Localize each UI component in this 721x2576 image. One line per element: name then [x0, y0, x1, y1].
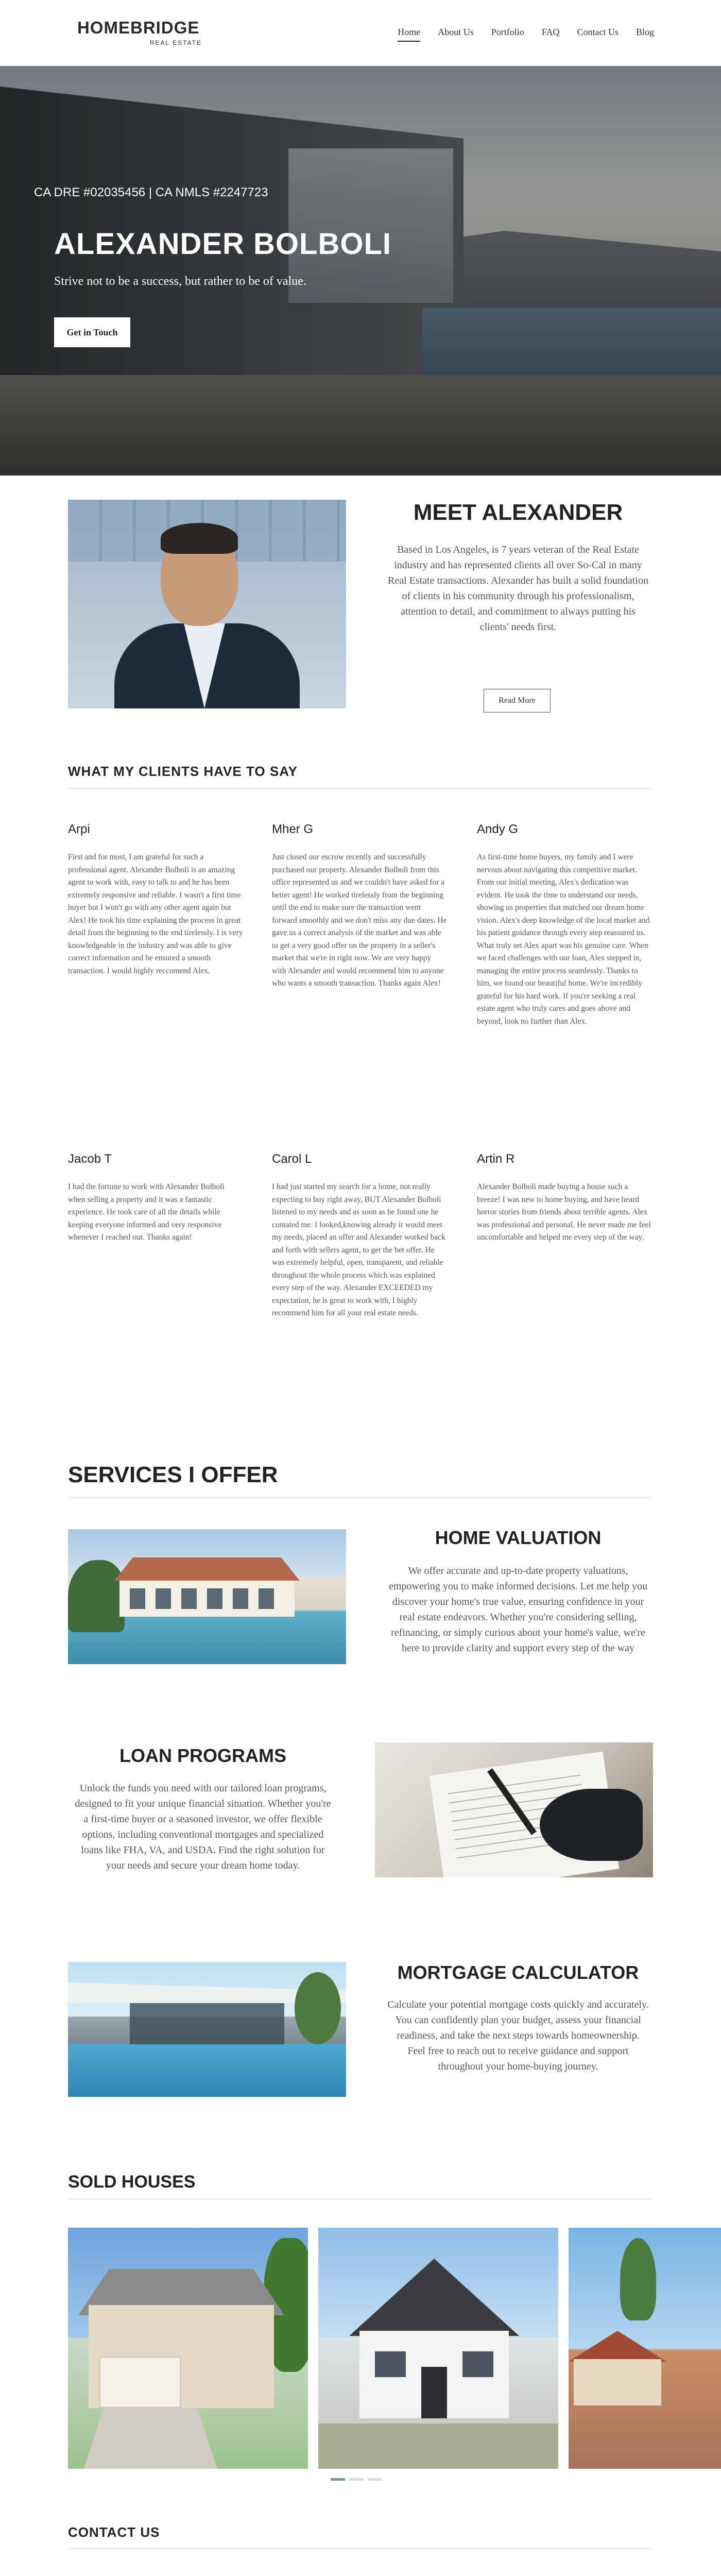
mortgage-calculator-image	[68, 1962, 346, 2097]
testimonial-text: First and for most, I am grateful for such a professional agent. Alexander Bolboli is an amazing agent to work with, easy to talk to and he has been extremely responsive and reliable. I wasn't a first time buyer but I won't go with any other agent again but Alex! He took his time explaining the process in great detail from the beginning to the end tirelessly. I is very knowledgeable in the industry and was able to give correct information and he ensured a smooth transaction. I would highly reccomend Alex.	[68, 853, 243, 975]
service-description: Unlock the funds you need with our tailored loan programs, designed to fit your unique financial situation. Whether you're a first-time buyer or a seasoned investor, we offer flexible options, including conventional mortgages and specialized loans like FHA, VA, and USDA. Find the right solution for your needs and secure your dream home today.	[75, 1783, 331, 1871]
logo-wordmark: HOMEBRIDGE	[77, 18, 200, 37]
image-roof	[114, 1557, 300, 1581]
image-windows	[130, 1588, 284, 1609]
service-heading: MORTGAGE CALCULATOR	[397, 1962, 639, 1983]
testimonial-card	[272, 822, 447, 990]
testimonial-text: Alexander Bolboli made buying a house such a breeze! I was new to home buying, and have heard horror stories from friends about terrible agents. Alex was professional and personal. He never made me feel uncomfortable and helped me every step of the way.	[477, 1182, 651, 1242]
meet-description: Based in Los Angeles, is 7 years veteran of the Real Estate industry and has represented clients all over So-Cal in many Real Estate transactions. Alexander has built a solid foundation of clients in his community through his professionalism, attention to detail, and commitment to always putting his clients' needs first.	[388, 544, 648, 633]
read-more-button[interactable]: Read More	[484, 689, 551, 713]
service-heading: LOAN PROGRAMS	[119, 1745, 286, 1766]
service-heading: HOME VALUATION	[435, 1527, 602, 1548]
meet-title: MEET ALEXANDER	[413, 500, 623, 525]
main-nav	[398, 27, 654, 42]
divider	[68, 1497, 652, 1498]
hero-tagline: Strive not to be a success, but rather to be of value.	[54, 275, 306, 288]
services-title: SERVICES I OFFER	[68, 1462, 278, 1487]
hero-section	[0, 66, 721, 476]
portrait-hair	[161, 523, 238, 554]
image-tree	[295, 1972, 341, 2044]
sold-house-photo[interactable]	[68, 2228, 308, 2469]
photo-lawn	[318, 2424, 558, 2469]
home-valuation-image	[68, 1529, 346, 1664]
carousel-dot[interactable]	[368, 2478, 382, 2481]
service-description: Calculate your potential mortgage costs quickly and accurately. You can confidently plan your budget, assess your financial readiness, and take the next steps towards homeownership. Feel free to reach out to receive guidance and support throughout your home-buying journey.	[387, 1999, 649, 2072]
sold-house-photo[interactable]	[569, 2228, 721, 2469]
photo-garage	[99, 2357, 181, 2408]
nav-about-us[interactable]: About Us	[438, 27, 474, 37]
carousel-dot[interactable]	[349, 2478, 364, 2481]
service-description: We offer accurate and up-to-date property valuations, empowering you to make informed decisions. Let me help you discover your home's true value, ensuring confidence in your real estate endeavors. Whether you're considering selling, refinancing, or simply curious about your home's value, we're here to provide clarity and support every step of the way	[388, 1565, 648, 1654]
agent-portrait	[68, 500, 346, 708]
logo-subtitle: REAL ESTATE	[149, 39, 202, 46]
sold-houses-title: SOLD HOUSES	[68, 2172, 196, 2192]
testimonial-text: As first-time home buyers, my family and I were nervous about navigating this competitive market. From our initial meeting, Alex's dedication was evident. He took the time to understand our needs, showing us properties that matched our dream home vision. Alex's deep knowledge of the local market and his patient guidance through every step reassured us. What truly set Alex apart was his genuine care. When we faced challenges with our loan, Alex stepped in, managing the entire process seamlessly. Thanks to him, we found our beautiful home. We're incredibly grateful for his hard work. If you're seeking a real estate agent who truly cares and goes above and beyond, look no further than Alex.	[477, 853, 650, 1026]
testimonial-author: Andy G	[477, 822, 519, 836]
site-header	[0, 0, 721, 66]
loan-programs-image	[375, 1742, 653, 1877]
photo-wall	[574, 2359, 661, 2405]
logo[interactable]	[77, 19, 206, 50]
photo-roof	[569, 2331, 666, 2362]
nav-home[interactable]: Home	[398, 27, 420, 42]
testimonial-card	[477, 822, 652, 1028]
testimonial-text: I had the fortune to work with Alexander Bolboli when selling a property and it was a fantastic experience. He took care of all the details while keeping everyone informed and very responsive whenever I reached out. Thanks again!	[68, 1182, 225, 1242]
hero-overlay	[0, 66, 721, 476]
divider	[68, 2548, 652, 2549]
testimonials-title: WHAT MY CLIENTS HAVE TO SAY	[68, 764, 298, 779]
photo-palm	[620, 2238, 656, 2320]
testimonial-card	[272, 1152, 447, 1320]
divider	[68, 788, 652, 789]
image-hand	[540, 1789, 643, 1861]
testimonial-card	[68, 822, 243, 977]
testimonial-author: Mher G	[272, 822, 314, 836]
nav-contact-us[interactable]: Contact Us	[577, 27, 619, 37]
nav-blog[interactable]: Blog	[636, 27, 654, 37]
contact-title: CONTACT US	[68, 2524, 160, 2540]
image-trees	[68, 1560, 125, 1632]
get-in-touch-button[interactable]: Get in Touch	[54, 317, 130, 347]
hero-title: ALEXANDER BOLBOLI	[54, 227, 391, 261]
carousel-dot[interactable]	[331, 2478, 345, 2481]
testimonial-text: I had just started my search for a home, not really expecting to buy right away, BUT Alexander Bolboli listened to my needs and as soon as he found one he contated me. I looked,knowing already it would meet my needs, placed an offer and Alexander worked back and forth with sellers agent, to get the bet offer. He was extremely helpful, open, transparent, and reliable throughout the whole process which was explained every step of the way. Alexander EXCEEDED my expectation, he is great to work with, I highly recommend him for all your real estate needs.	[272, 1182, 445, 1317]
testimonial-card	[477, 1152, 652, 1244]
testimonial-card	[68, 1152, 243, 1244]
sold-house-photo[interactable]	[318, 2228, 558, 2469]
testimonial-author: Jacob T	[68, 1152, 112, 1166]
testimonial-text: Just closed our escrow recently and successfully purchased our property. Alexander Bolboli from this office represented us and we couldn't have asked for a better agent! He worked tirelessly from the beginning until the end to make sure the transaction went forward smoothly and we don't miss any due dates. He gave us a correct analysis of the market and was able to get a very good offer on the property in a seller's market that we're in right now. We are very happy with Alexander and would recommend him to anyone who wants a smooth transaction. Thanks again Alex!	[272, 853, 447, 988]
image-glass	[130, 2003, 284, 2044]
photo-window	[375, 2351, 406, 2377]
photo-door	[421, 2367, 447, 2418]
nav-portfolio[interactable]: Portfolio	[491, 27, 524, 37]
photo-roof	[349, 2259, 519, 2336]
testimonial-author: Carol L	[272, 1152, 312, 1166]
testimonial-author: Artin R	[477, 1152, 515, 1166]
photo-window	[462, 2351, 493, 2377]
photo-driveway	[83, 2408, 217, 2469]
testimonial-author: Arpi	[68, 822, 90, 836]
license-numbers: CA DRE #02035456 | CA NMLS #2247723	[34, 185, 268, 199]
nav-faq[interactable]: FAQ	[541, 27, 560, 37]
carousel-indicators	[331, 2478, 382, 2481]
